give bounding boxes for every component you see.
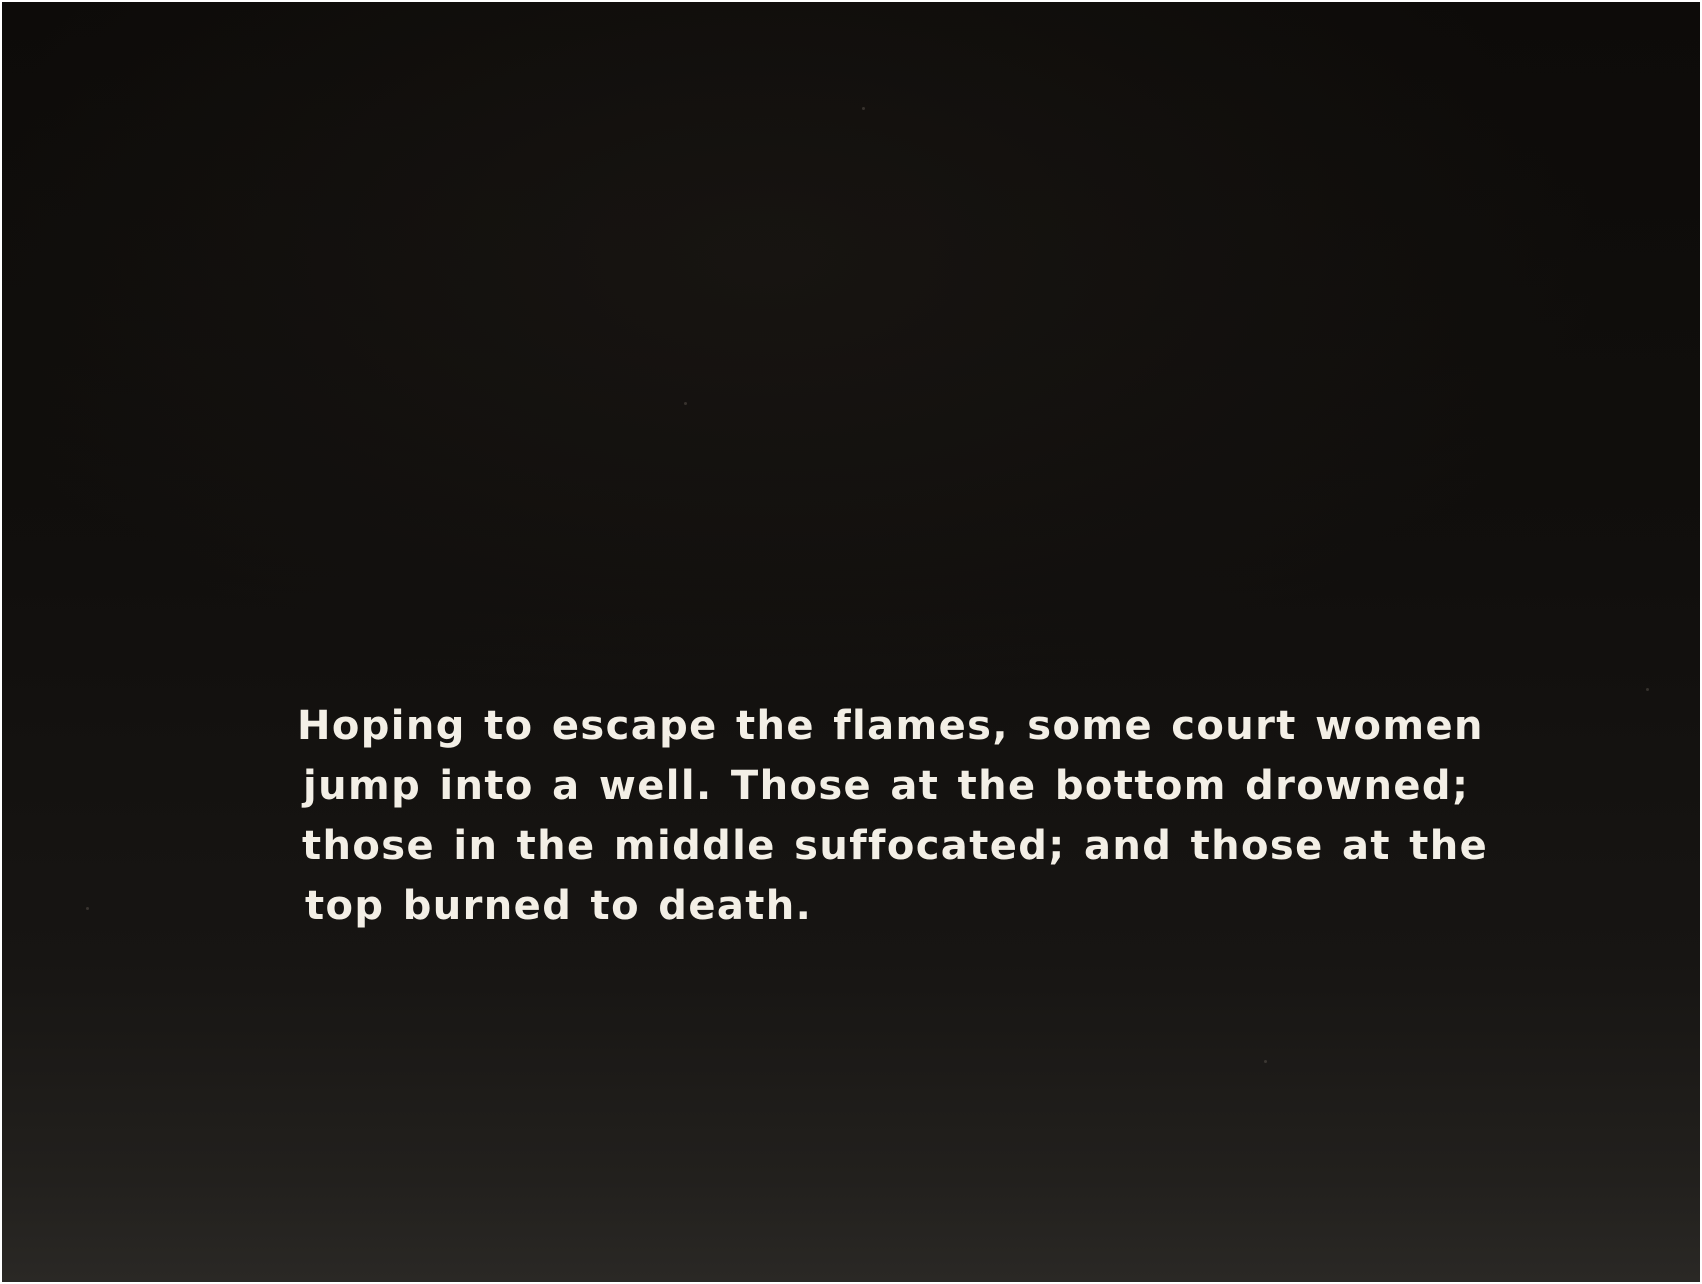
dust-speck [1646,688,1649,691]
caption-line: those in the middle suffocated; and those at the [302,823,1489,869]
caption-line: top burned to death. [305,883,813,929]
dust-speck [86,907,89,910]
caption-line: jump into a well. Those at the bottom drowned; [303,763,1470,809]
dust-speck [862,107,865,110]
museum-placard [2,2,1700,1282]
placard-caption [297,696,1597,936]
dust-speck [1264,1060,1267,1063]
caption-line: Hoping to escape the flames, some court women [297,703,1484,749]
dust-speck [684,402,687,405]
